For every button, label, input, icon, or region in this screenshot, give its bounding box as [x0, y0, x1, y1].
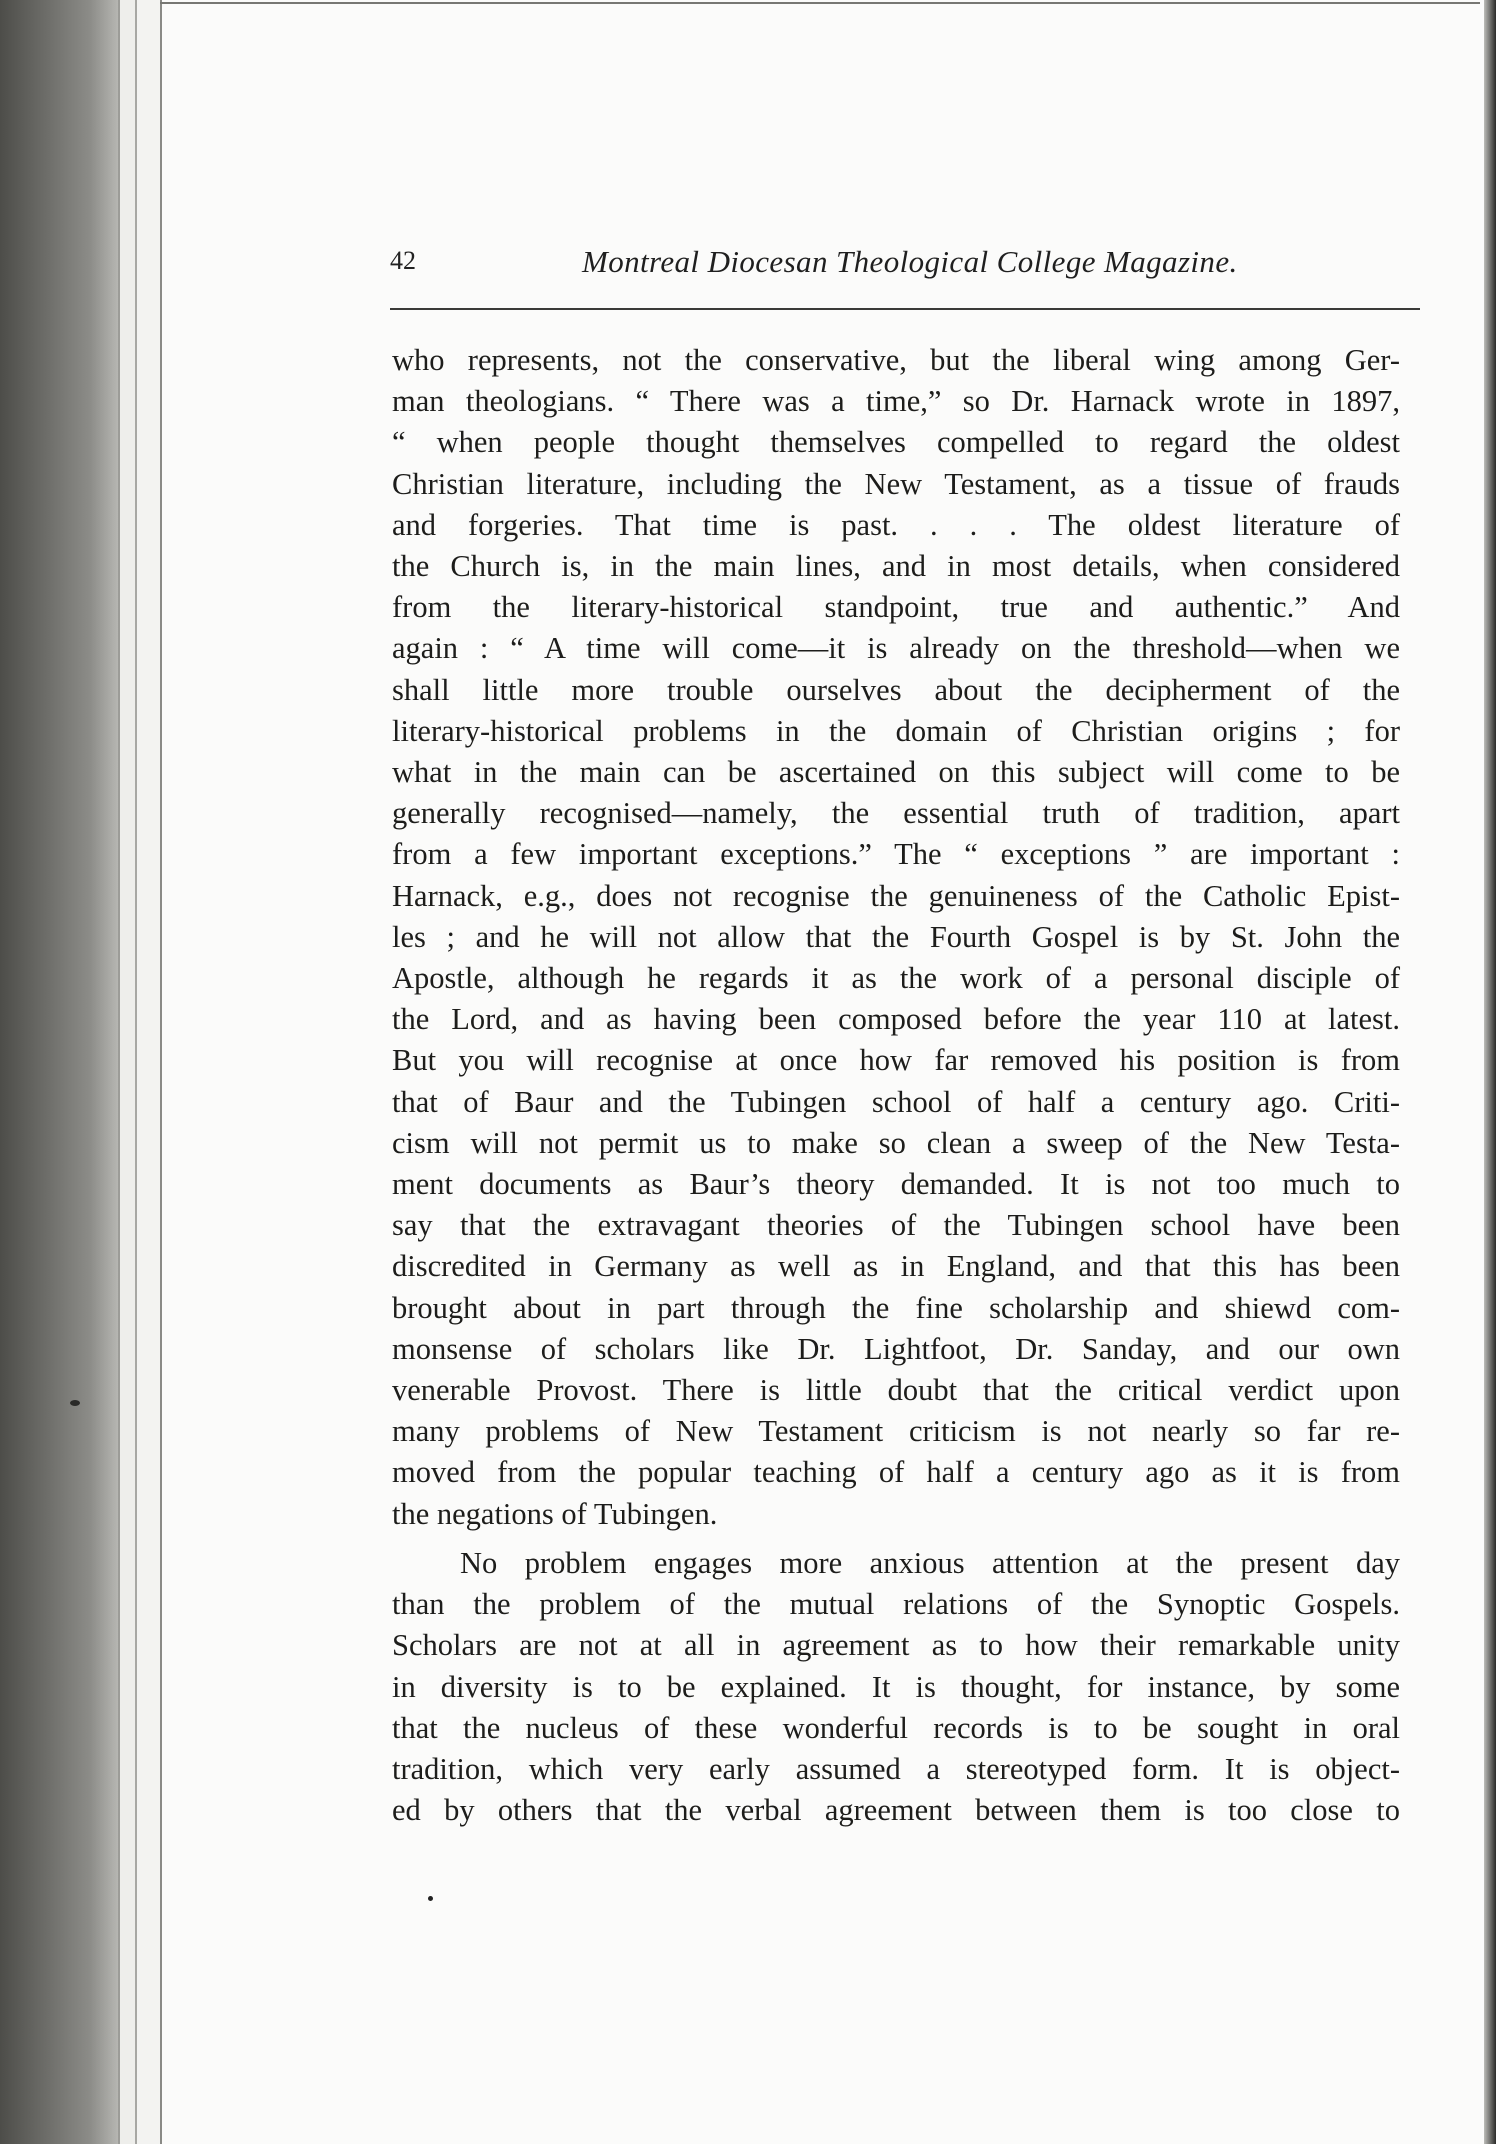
- text-line: moved from the popular teaching of half a century ago as it is from: [392, 1455, 1400, 1490]
- text-line: in diversity is to be explained. It is thought, for instance, by some: [392, 1669, 1400, 1704]
- text-line: and forgeries. That time is past. . . . The oldest literature of: [392, 507, 1400, 542]
- text-line: No problem engages more anxious attention at the present day: [460, 1545, 1400, 1580]
- article-body: [392, 340, 1400, 1831]
- text-line: Apostle, although he regards it as the work of a personal disciple of: [392, 961, 1400, 996]
- text-line: tradition, which very early assumed a stereotyped form. It is object-: [392, 1751, 1400, 1786]
- text-line: many problems of New Testament criticism is not nearly so far re-: [392, 1414, 1400, 1449]
- page-header: [390, 246, 1420, 286]
- text-line: les ; and he will not allow that the Fourth Gospel is by St. John the: [392, 919, 1400, 954]
- scan-margin: [0, 0, 120, 2144]
- text-line: what in the main can be ascertained on this subject will come to be: [392, 755, 1400, 790]
- text-line: man theologians. “ There was a time,” so Dr. Harnack wrote in 1897,: [392, 384, 1400, 419]
- page-right-edge: [1484, 0, 1496, 2144]
- text-line: Christian literature, including the New Testament, as a tissue of frauds: [392, 466, 1400, 501]
- text-line: cism will not permit us to make so clean a sweep of the New Testa-: [392, 1125, 1400, 1160]
- text-line: shall little more trouble ourselves about the decipherment of the: [392, 672, 1400, 707]
- page-number: 42: [390, 246, 416, 275]
- text-line: Scholars are not at all in agreement as to how their remarkable unity: [392, 1628, 1400, 1663]
- text-line: But you will recognise at once how far removed his position is from: [392, 1043, 1400, 1078]
- page-top-edge: [160, 2, 1480, 4]
- text-line: than the problem of the mutual relations of the Synoptic Gospels.: [392, 1587, 1400, 1622]
- header-rule: [390, 308, 1420, 310]
- text-line: that of Baur and the Tubingen school of half a century ago. Criti-: [392, 1084, 1400, 1119]
- text-line: “ when people thought themselves compelled to regard the oldest: [392, 425, 1400, 460]
- paragraph: [392, 1543, 1400, 1831]
- ink-speck: [70, 1400, 80, 1406]
- text-line: brought about in part through the fine scholarship and shiewd com-: [392, 1290, 1400, 1325]
- text-line: again : “ A time will come—it is already on the threshold—when we: [392, 631, 1400, 666]
- text-line: Harnack, e.g., does not recognise the genuineness of the Catholic Epist-: [392, 878, 1400, 913]
- text-line: monsense of scholars like Dr. Lightfoot, Dr. Sanday, and our own: [392, 1331, 1400, 1366]
- text-line: literary-historical problems in the domain of Christian origins ; for: [392, 713, 1400, 748]
- text-line: that the nucleus of these wonderful records is to be sought in oral: [392, 1710, 1400, 1745]
- text-line: the Lord, and as having been composed before the year 110 at latest.: [392, 1002, 1400, 1037]
- text-line: from a few important exceptions.” The “ exceptions ” are important :: [392, 837, 1400, 872]
- paragraph-gap: [392, 1535, 1400, 1543]
- text-line: the negations of Tubingen.: [392, 1496, 718, 1531]
- text-line: say that the extravagant theories of the Tubingen school have been: [392, 1208, 1400, 1243]
- text-line: ed by others that the verbal agreement between them is too close to: [392, 1793, 1400, 1828]
- paragraph: [392, 340, 1400, 1535]
- text-line: generally recognised—namely, the essential truth of tradition, apart: [392, 796, 1400, 831]
- text-line: the Church is, in the main lines, and in most details, when considered: [392, 549, 1400, 584]
- text-line: venerable Provost. There is little doubt that the critical verdict upon: [392, 1373, 1400, 1408]
- ink-speck: [428, 1896, 433, 1901]
- text-line: ment documents as Baur’s theory demanded. It is not too much to: [392, 1167, 1400, 1202]
- text-line: who represents, not the conservative, but the liberal wing among Ger-: [392, 343, 1400, 377]
- running-head: Montreal Diocesan Theological College Magazine.: [582, 244, 1238, 279]
- text-line: discredited in Germany as well as in England, and that this has been: [392, 1249, 1400, 1284]
- text-line: from the literary-historical standpoint, true and authentic.” And: [392, 590, 1400, 625]
